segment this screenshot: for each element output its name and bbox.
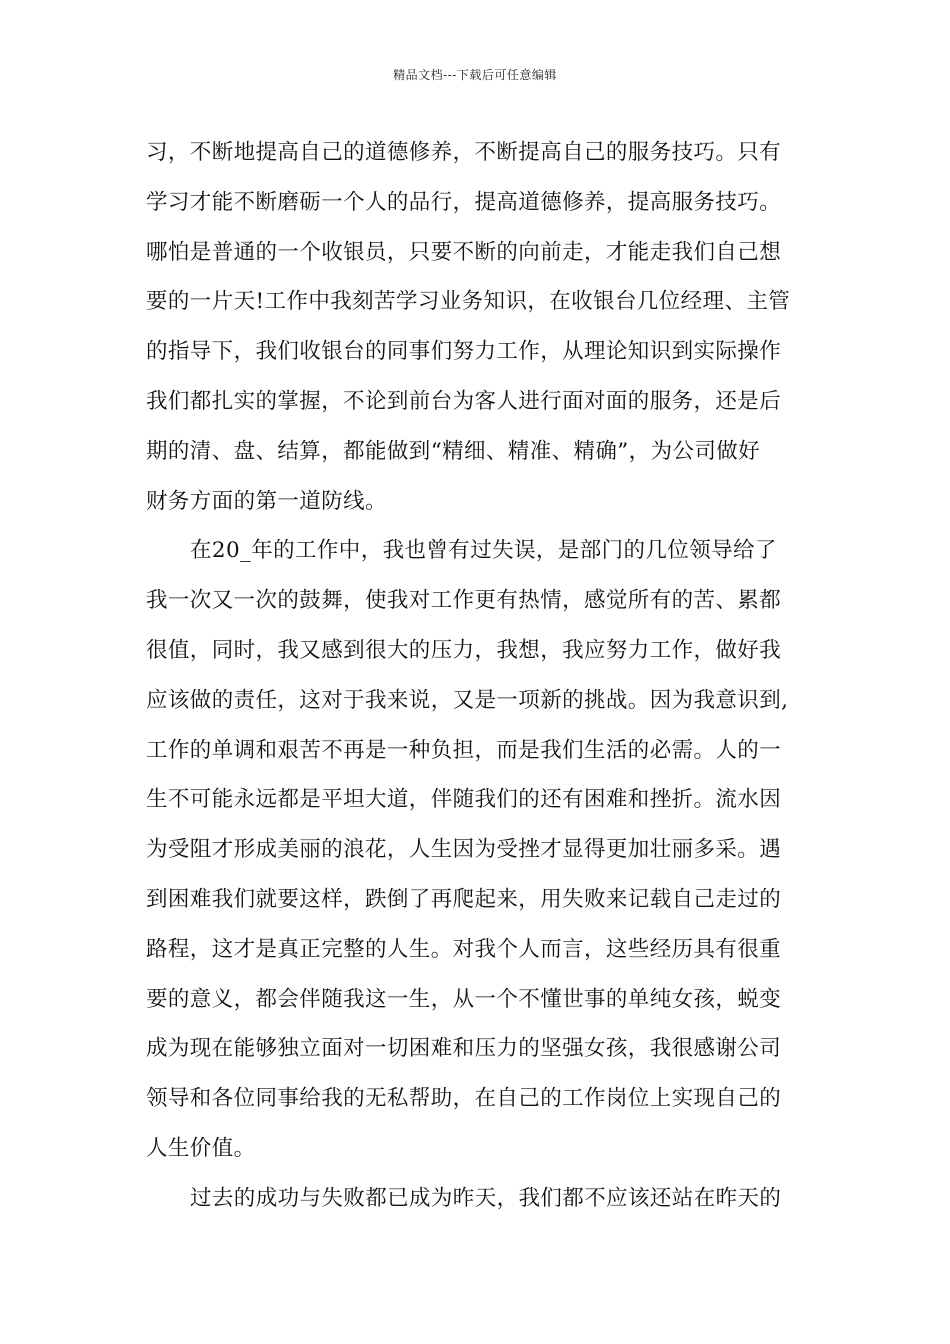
text-line: 期的清、盘、结算，都能做到“精细、精准、精确”，为公司做好 bbox=[146, 438, 761, 464]
text-line: 很值，同时，我又感到很大的压力，我想，我应努力工作，做好我 bbox=[146, 637, 782, 663]
text-line: 学习才能不断磨砺一个人的品行，提高道德修养，提高服务技巧。 bbox=[146, 189, 782, 215]
text-line: 财务方面的第一道防线。 bbox=[146, 488, 387, 514]
text-line: 路程，这才是真正完整的人生。对我个人而言，这些经历具有很重 bbox=[146, 936, 782, 962]
text-line: 要的意义，都会伴随我这一生，从一个不懂世事的单纯女孩，蜕变 bbox=[146, 986, 782, 1012]
text-line: 工作的单调和艰苦不再是一种负担，而是我们生活的必需。人的一 bbox=[146, 737, 782, 763]
text-line: 生不可能永远都是平坦大道，伴随我们的还有困难和挫折。流水因 bbox=[146, 787, 782, 813]
text-line: 人生价值。 bbox=[146, 1135, 256, 1161]
paragraph-start-line: 过去的成功与失败都已成为昨天，我们都不应该还站在昨天的 bbox=[190, 1185, 782, 1211]
text-line: 的指导下，我们收银台的同事们努力工作，从理论知识到实际操作 bbox=[146, 339, 782, 365]
page-header: 精品文档---下载后可任意编辑 bbox=[393, 68, 557, 82]
text-line: 我一次又一次的鼓舞，使我对工作更有热情，感觉所有的苦、累都 bbox=[146, 588, 782, 614]
paragraph-start-line: 在20_年的工作中，我也曾有过失误，是部门的几位领导给了 bbox=[190, 538, 777, 564]
text-line: 应该做的责任，这对于我来说，又是一项新的挑战。因为我意识到, bbox=[146, 687, 789, 713]
text-line: 习，不断地提高自己的道德修养，不断提高自己的服务技巧。只有 bbox=[146, 140, 782, 165]
text-line: 领导和各位同事给我的无私帮助，在自己的工作岗位上实现自己的 bbox=[146, 1086, 782, 1112]
text-line: 要的一片天!工作中我刻苦学习业务知识，在收银台几位经理、主管 bbox=[146, 289, 791, 315]
text-line: 哪怕是普通的一个收银员，只要不断的向前走，才能走我们自己想 bbox=[146, 239, 782, 265]
text-line: 为受阻才形成美丽的浪花，人生因为受挫才显得更加壮丽多采。遇 bbox=[146, 837, 782, 863]
text-line: 我们都扎实的掌握，不论到前台为客人进行面对面的服务，还是后 bbox=[146, 388, 782, 414]
text-line: 成为现在能够独立面对一切困难和压力的坚强女孩，我很感谢公司 bbox=[146, 1036, 782, 1062]
text-line: 到困难我们就要这样，跌倒了再爬起来，用失败来记载自己走过的 bbox=[146, 886, 782, 912]
document-body bbox=[146, 128, 826, 1224]
